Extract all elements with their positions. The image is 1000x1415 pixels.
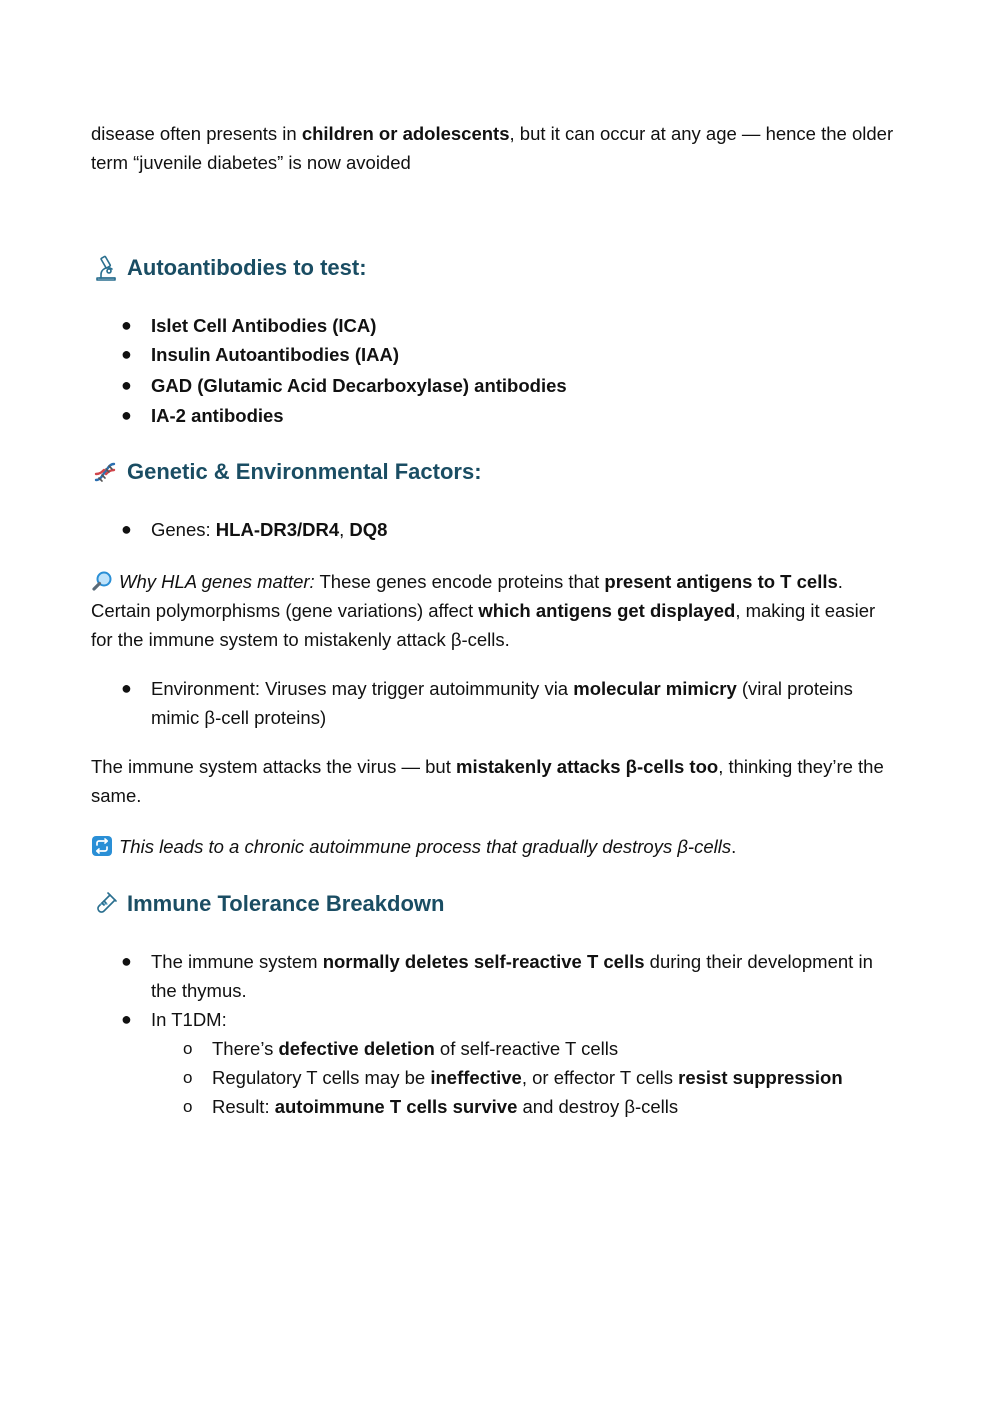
sublist-item: [151, 1092, 892, 1121]
autoantibodies-heading: [91, 254, 367, 282]
gene-dq8: DQ8: [349, 519, 388, 540]
tolerance-heading: [91, 890, 444, 918]
bullet-icon: ●: [121, 519, 132, 539]
bullet-icon: ●: [121, 678, 132, 698]
attack-text: The immune system attacks the virus — but: [91, 756, 456, 777]
env-bold: molecular mimicry: [573, 678, 737, 699]
attack-text-end: , thinking they’re the same.: [91, 756, 884, 806]
sub3-bold: autoimmune T cells survive: [274, 1096, 518, 1117]
t1dm-label: In T1DM:: [151, 1009, 227, 1030]
attack-bold: mistakenly attacks β-cells too: [456, 756, 719, 777]
circle-bullet-icon: o: [183, 1068, 193, 1087]
antibody-ia2: IA-2 antibodies: [151, 405, 284, 426]
circle-bullet-icon: o: [183, 1097, 193, 1116]
hla-bold-1: present antigens to T cells: [604, 571, 838, 592]
circle-bullet-icon: o: [183, 1039, 193, 1058]
bullet-icon: ●: [121, 1009, 132, 1029]
genes-list: [0, 515, 896, 544]
intro-text-end: , but it can occur at any age — hence the older term “juvenile diabetes” is now avoided: [91, 123, 894, 173]
sub1-text-end: of self-reactive T cells: [434, 1038, 619, 1059]
list-item: [0, 1005, 896, 1121]
intro-paragraph: [91, 119, 901, 177]
bullet-icon: ●: [121, 951, 132, 971]
sub1-text: There’s: [212, 1038, 279, 1059]
bullet-icon: ●: [121, 315, 132, 335]
tolerance-text-end: during their development in the thymus.: [151, 951, 873, 1001]
genes-label: Genes:: [151, 519, 216, 540]
environment-list: [0, 674, 896, 732]
sublist-item: [151, 1034, 892, 1063]
bullet-icon: ●: [121, 344, 132, 364]
microscope-icon: [91, 254, 119, 282]
list-item: [0, 340, 896, 369]
magnifier-icon: [91, 570, 113, 592]
env-text-end: (viral proteins mimic β-cell proteins): [151, 678, 853, 728]
sub2-bold: ineffective: [430, 1067, 522, 1088]
gene-hla: HLA-DR3/DR4: [215, 519, 340, 540]
bullet-icon: ●: [121, 375, 132, 395]
hla-lead: Why HLA genes matter:: [119, 571, 315, 592]
tolerance-title: Immune Tolerance Breakdown: [127, 891, 445, 916]
list-item: [0, 371, 896, 400]
genetic-title: Genetic & Environmental Factors:: [127, 459, 482, 484]
list-item: [0, 401, 896, 430]
sub2-text: Regulatory T cells may be: [212, 1067, 431, 1088]
sub3-text-end: and destroy β-cells: [517, 1096, 679, 1117]
attack-paragraph: [91, 752, 901, 810]
repeat-icon: [91, 835, 113, 857]
bullet-icon: ●: [121, 405, 132, 425]
genes-separator: ,: [339, 519, 350, 540]
hla-text-3: , making it easier for the immune system to mistakenly attack β-cells.: [91, 600, 876, 650]
test-tube-icon: [91, 890, 119, 918]
list-item: [0, 674, 896, 732]
sublist-item: [151, 1063, 892, 1092]
sub1-bold: defective deletion: [278, 1038, 435, 1059]
tolerance-list: [0, 947, 896, 1121]
hla-bold-2: which antigens get displayed: [478, 600, 736, 621]
antibody-gad: GAD (Glutamic Acid Decarboxylase) antibodies: [151, 375, 567, 396]
antibody-ica: Islet Cell Antibodies (ICA): [151, 315, 377, 336]
sub3-text: Result:: [212, 1096, 275, 1117]
autoantibodies-list: [0, 311, 896, 430]
hla-text-2: . Certain polymorphisms (gene variations) affect: [91, 571, 843, 621]
env-text: Environment: Viruses may trigger autoimmunity via: [151, 678, 574, 699]
t1dm-sublist: [151, 1034, 896, 1121]
list-item: [0, 947, 896, 1005]
hla-paragraph: [91, 567, 901, 654]
tolerance-bold: normally deletes self-reactive T cells: [322, 951, 645, 972]
intro-bold: children or adolescents: [301, 123, 510, 144]
list-item: [0, 311, 896, 340]
chronic-period: .: [731, 836, 737, 857]
genetic-heading: [91, 458, 482, 486]
antibody-iaa: Insulin Autoantibodies (IAA): [151, 344, 400, 365]
chronic-italic: This leads to a chronic autoimmune process that gradually destroys β-cells: [119, 836, 732, 857]
dna-icon: [91, 458, 119, 486]
list-item: [0, 515, 896, 544]
autoantibodies-title: Autoantibodies to test:: [127, 255, 367, 280]
hla-text-1: These genes encode proteins that: [314, 571, 605, 592]
intro-text: disease often presents in: [91, 123, 302, 144]
sub2-bold-2: resist suppression: [678, 1067, 843, 1088]
chronic-paragraph: [91, 832, 901, 861]
tolerance-text: The immune system: [151, 951, 323, 972]
sub2-text-mid: , or effector T cells: [521, 1067, 679, 1088]
